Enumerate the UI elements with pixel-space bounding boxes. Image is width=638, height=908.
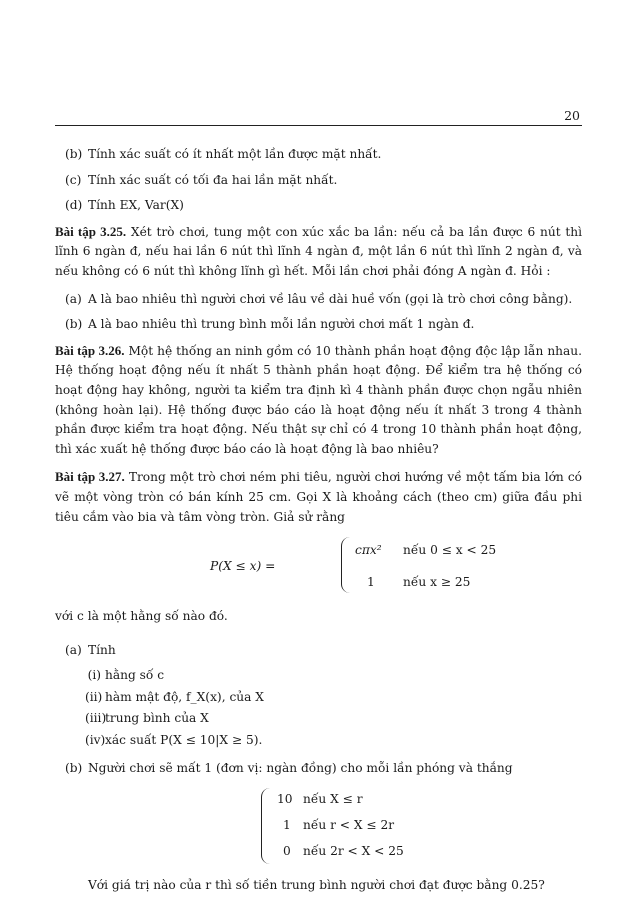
item-text: A là bao nhiêu thì người chơi về lâu về dài huề vốn (gọi là trò chơi công bằng).	[88, 291, 573, 306]
list-item	[55, 196, 582, 216]
formula-lhs: P(X ≤ x) =	[210, 559, 276, 574]
item-text: A là bao nhiêu thì trung bình mỗi lần người chơi mất 1 ngàn đ.	[88, 317, 475, 332]
header-rule	[55, 125, 582, 126]
sub-item	[55, 666, 582, 686]
sub-item-label: (iv)	[85, 733, 106, 748]
final-question: Với giá trị nào của r thì số tiền trung bình người chơi đạt được bằng 0.25?	[88, 878, 545, 893]
formula-value: 1	[367, 575, 375, 590]
exercise-text: Trong một trò chơi ném phi tiêu, người chơi hướng về một tấm bia lớn có vẽ một vòng tròn có bán kính 25 cm. Gọi X là khoảng cách (theo cm) giữa đầu phi tiêu cắm vào bia và tâm vòng tròn. Giả sử rằng	[55, 470, 583, 524]
item-text: Tính xác suất có ít nhất một lần được mặt nhất.	[88, 147, 382, 161]
exercise-title: Bài tập 3.27.	[55, 469, 125, 485]
page-content	[55, 145, 582, 908]
item-label: (a)	[65, 642, 82, 657]
exercise-3-27	[55, 467, 582, 527]
sub-item-label: (iii)	[85, 711, 107, 726]
left-brace	[261, 788, 270, 864]
item-text: Tính EX, Var(X)	[88, 198, 184, 213]
exercise-3-25	[55, 222, 582, 282]
list-item	[55, 641, 582, 661]
sub-item-label: (ii)	[85, 689, 103, 704]
cdf-formula	[55, 535, 582, 599]
sub-item-label: (i)	[87, 668, 101, 683]
formula-value: cπx²	[355, 543, 382, 558]
formula-condition: nếu x ≥ 25	[403, 575, 471, 590]
payout-value: 1	[283, 818, 291, 833]
sub-item-text: hằng số c	[105, 668, 165, 683]
item-label: (b)	[65, 317, 83, 332]
list-item	[55, 171, 582, 191]
sub-item	[55, 688, 582, 708]
exercise-title: Bài tập 3.25.	[55, 223, 127, 239]
payout-value: 0	[283, 844, 291, 859]
sub-item-text: trung bình của X	[105, 711, 209, 726]
formula-condition: nếu 0 ≤ x < 25	[403, 543, 497, 558]
payout-value: 10	[277, 792, 293, 807]
sub-item-text: xác suất P(X ≤ 10|X ≥ 5).	[105, 733, 263, 748]
item-label: (a)	[65, 291, 82, 306]
item-text: Tính	[88, 642, 116, 657]
sub-item-text: hàm mật độ, f_X(x), của X	[105, 689, 264, 704]
constant-note: với c là một hằng số nào đó.	[55, 609, 228, 624]
list-item	[55, 145, 582, 165]
payout-condition: nếu X ≤ r	[303, 792, 363, 807]
item-label: (d)	[65, 198, 83, 213]
sub-item	[55, 731, 582, 751]
exercise-3-26	[55, 341, 582, 460]
payout-condition: nếu 2r < X < 25	[303, 844, 404, 859]
page-number: 20	[564, 108, 580, 123]
list-item	[55, 290, 582, 310]
exercise-title: Bài tập 3.26.	[55, 342, 125, 358]
exercise-text: Xét trò chơi, tung một con xúc xắc ba lần: nếu cả ba lần được 6 nút thì lĩnh 6 ngàn đ, nếu hai lần 6 nút thì lĩnh 4 ngàn đ, một lần 6 nút thì lĩnh 2 ngàn đ, và nếu không có 6 nút thì không lĩnh gì hết. Mỗi lần chơi phải đóng A ngàn đ. Hỏi :	[55, 224, 582, 278]
payout-condition: nếu r < X ≤ 2r	[303, 818, 395, 833]
list-item	[55, 759, 582, 779]
left-brace	[341, 537, 350, 593]
list-item	[55, 315, 582, 335]
item-label: (c)	[65, 172, 82, 187]
item-label: (b)	[65, 760, 83, 775]
exercise-text: Một hệ thống an ninh gồm có 10 thành phần hoạt động độc lập lẫn nhau. Hệ thống hoạt động nếu ít nhất 5 thành phần hoạt động. Để kiểm tra hệ thống có hoạt động hay không, người ta kiểm tra định kì 4 thành phần được chọn ngẫu nhiên (không hoàn lại). Hệ thống được báo cáo là hoạt động nếu ít nhất 3 trong 4 thành phần được kiểm tra hoạt động. Nếu thật sự chỉ có 4 trong 10 thành phần hoạt động, thì xác xuất hệ thống được báo cáo là hoạt động là bao nhiêu?	[55, 343, 583, 456]
sub-item	[55, 709, 582, 729]
item-text: Người chơi sẽ mất 1 (đơn vị: ngàn đồng) cho mỗi lần phóng và thắng	[88, 760, 513, 775]
payout-formula	[55, 784, 582, 868]
item-label: (b)	[65, 147, 83, 161]
item-text: Tính xác suất có tối đa hai lần mặt nhất.	[88, 172, 338, 187]
